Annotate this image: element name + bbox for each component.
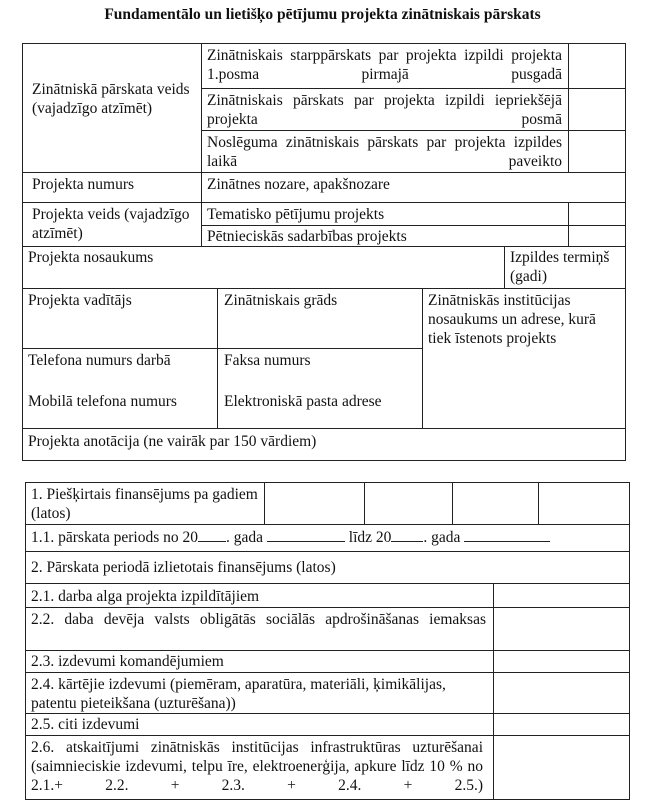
report-type-option-stage: Zinātniskais pārskats par projekta izpildi iepriekšējā projekta posmā: [207, 92, 562, 128]
date-to-blank[interactable]: [464, 540, 550, 542]
email-label: Elektroniskā pasta adrese: [224, 393, 382, 410]
item-2-2: 2.2. daba devēja valsts obligātās sociālās apdrošināšanas iemaksas: [31, 611, 486, 628]
year-from-blank[interactable]: [198, 540, 226, 542]
scientific-degree-label: Zinātniskais grāds: [224, 292, 338, 309]
work-phone-label: Telefona numurs darbā: [28, 352, 171, 369]
used-financing-label: 2. Pārskata periodā izlietotais finansējums (latos): [31, 559, 336, 576]
project-leader-label: Projekta vadītājs: [28, 292, 132, 309]
institution-label: Zinātniskās institūcijas nosaukums un adrese, kurā tiek īstenots projekts: [428, 292, 596, 347]
project-name-label: Projekta nosaukums: [28, 249, 154, 266]
annotation-label: Projekta anotācija (ne vairāk par 150 vārdiem): [28, 433, 317, 450]
page-title: Fundamentālo un lietišķo pētījumu projekta zinātniskais pārskats: [104, 6, 541, 23]
period-mid-2: līdz 20: [348, 529, 392, 546]
item-2-4: 2.4. kārtējie izdevumi (piemēram, aparatūra, materiāli, ķimikālijas, patentu pieteikšana (uzturēšana)): [31, 676, 446, 712]
item-2-5: 2.5. citi izdevumi: [31, 716, 140, 733]
project-type-option-thematic: Tematisko pētījumu projekts: [207, 206, 385, 223]
item-2-1: 2.1. darba alga projekta izpildītājiem: [31, 588, 260, 605]
project-type-label: Projekta veids (vajadzīgo atzīmēt): [32, 206, 190, 242]
mobile-phone-label: Mobilā telefona numurs: [28, 393, 177, 410]
period-prefix: 1.1. pārskata periods no 20: [31, 529, 199, 546]
report-type-option-final: Noslēguma zinātniskais pārskats par projekta izpildes laikā paveikto: [207, 134, 562, 170]
period-mid-1: . gada: [226, 529, 264, 546]
allocated-financing-label: 1. Piešķirtais finansējums pa gadiem (latos): [31, 486, 258, 522]
report-period-row: [31, 528, 550, 547]
science-field-label: Zinātnes nozare, apakšnozare: [207, 176, 390, 193]
execution-term-label: Izpildes termiņš (gadi): [510, 249, 610, 285]
date-from-blank[interactable]: [267, 540, 345, 542]
period-mid-3: . gada: [423, 529, 461, 546]
item-2-6: 2.6. atskaitījumi zinātniskās institūcijas infrastruktūras uzturēšanai (saimnieciskie izdevumi, telpu īre, elektroenerģija, apkure līdz 10 % no 2.1.+ 2.2. + 2.3. + 2.4. + 2.5.): [31, 739, 483, 794]
year-to-blank[interactable]: [391, 540, 423, 542]
project-type-option-cooperation: Pētnieciskās sadarbības projekts: [207, 228, 407, 245]
fax-label: Faksa numurs: [224, 352, 311, 369]
item-2-3: 2.3. izdevumi komandējumiem: [31, 653, 224, 670]
report-type-option-interim: Zinātniskais starppārskats par projekta izpildi projekta 1.posma pirmajā pusgadā: [207, 47, 562, 83]
project-number-label: Projekta numurs: [32, 176, 135, 193]
report-type-label: Zinātniskā pārskata veids (vajadzīgo atzīmēt): [32, 81, 190, 117]
